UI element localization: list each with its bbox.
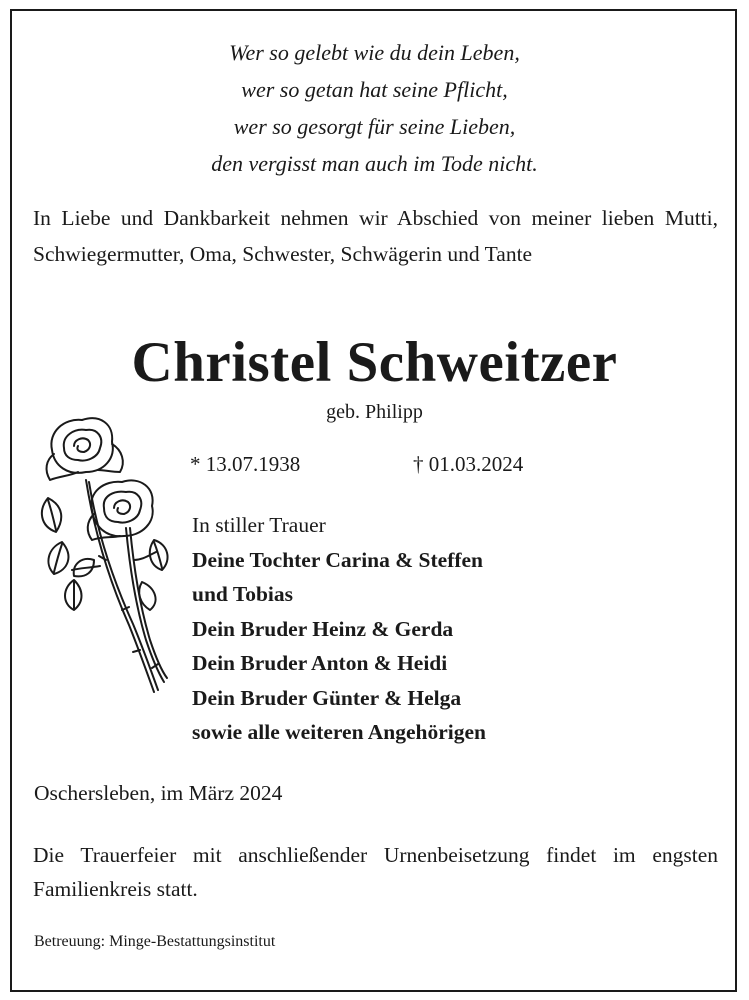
funeral-home-credit: Betreuung: Minge-Bestattungsinstitut xyxy=(34,933,276,950)
death-date: † 01.03.2024 xyxy=(413,452,524,476)
poem-line: wer so gesorgt für seine Lieben, xyxy=(233,114,516,139)
rose-illustration-icon xyxy=(34,410,170,700)
mourner-line: Dein Bruder Heinz & Gerda xyxy=(192,616,454,641)
maiden-name: geb. Philipp xyxy=(326,401,423,423)
mourner-line: Dein Bruder Anton & Heidi xyxy=(192,651,448,675)
poem-line: wer so getan hat seine Pflicht, xyxy=(241,77,508,102)
mourners-heading: In stiller Trauer xyxy=(192,513,326,537)
deceased-name: Christel Schweitzer xyxy=(131,331,618,394)
memorial-poem xyxy=(0,34,749,182)
funeral-note: Die Trauerfeier mit anschließender Urnenbeisetzung findet im engsten Familienkreis statt. xyxy=(33,843,718,901)
mourner-line: Deine Tochter Carina & Steffen xyxy=(192,547,484,572)
place-and-date: Oschersleben, im März 2024 xyxy=(34,781,283,805)
mourners-list xyxy=(192,508,652,750)
mourner-line: Dein Bruder Günter & Helga xyxy=(192,685,462,710)
farewell-intro: In Liebe und Dankbarkeit nehmen wir Abschied von meiner lieben Mutti, Schwiegermutter, Oma, Schwester, Schwägerin und Tante xyxy=(33,206,718,266)
mourner-line: und Tobias xyxy=(192,582,294,606)
birth-date: * 13.07.1938 xyxy=(190,452,301,476)
poem-line: den vergisst man auch im Tode nicht. xyxy=(211,151,538,176)
poem-line: Wer so gelebt wie du dein Leben, xyxy=(229,40,520,65)
mourner-line: sowie alle weiteren Angehörigen xyxy=(192,720,486,744)
